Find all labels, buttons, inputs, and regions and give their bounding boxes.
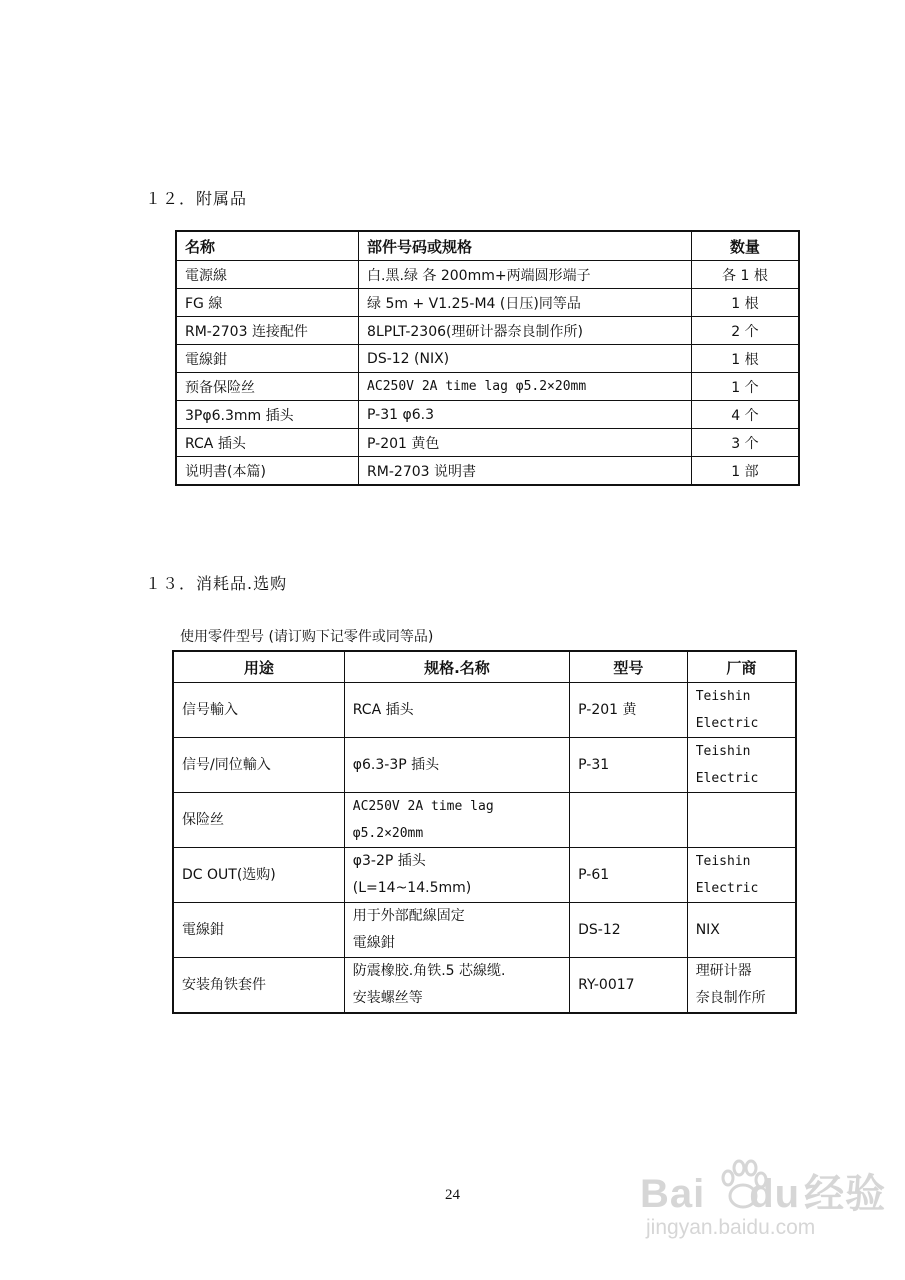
cell-qty: 各 1 根 (691, 261, 799, 289)
cell-use: 安装角铁套件 (173, 958, 344, 1014)
cell-spec: AC250V 2A time lag φ5.2×20mm (359, 373, 692, 401)
table-header-row (176, 231, 799, 261)
cell-model: P-61 (570, 848, 688, 903)
table-row (176, 373, 799, 401)
cell-maker (687, 793, 796, 848)
maker-line-1: Teishin (695, 854, 751, 869)
parts-note: 使用零件型号 (请订购下记零件或同等品) (180, 629, 434, 645)
cell-spec: 8LPLT-2306(理研计器奈良制作所) (359, 317, 692, 345)
baidu-watermark (640, 1150, 890, 1250)
maker-line-1: Teishin (695, 689, 751, 704)
cell-spec: DS-12 (NIX) (359, 345, 692, 373)
cell-use: DC OUT(选购) (173, 848, 344, 903)
cell-qty: 3 个 (691, 429, 799, 457)
consumables-table (172, 650, 797, 1014)
cell-qty: 2 个 (691, 317, 799, 345)
column-header-spec: 规格.名称 (344, 651, 569, 683)
section-13-heading: １３．消耗品.选购 (145, 574, 288, 593)
cell-use: 信号輸入 (173, 683, 344, 738)
cell-qty: 1 个 (691, 373, 799, 401)
spec-line-1: 防震橡胶.角铁.5 芯線缆. (352, 963, 506, 979)
accessories-table (175, 230, 800, 486)
cell-model: DS-12 (570, 903, 688, 958)
cell-model: P-31 (570, 738, 688, 793)
cell-maker (687, 683, 796, 738)
spec-line-1: RCA 插头 (352, 701, 414, 718)
cell-name: 说明書(本篇) (176, 457, 359, 486)
cell-name: 预备保险丝 (176, 373, 359, 401)
maker-line-1: 理研计器 (695, 963, 752, 979)
column-header-name: 名称 (176, 231, 359, 261)
table-row (173, 683, 796, 738)
cell-spec (344, 903, 569, 958)
cell-qty: 1 部 (691, 457, 799, 486)
cell-use: 保险丝 (173, 793, 344, 848)
cell-maker (687, 848, 796, 903)
spec-line-2: 電線鉗 (352, 935, 395, 951)
maker-line-2: Electric (695, 771, 759, 786)
watermark-logo: Bai du 经验 (640, 1172, 887, 1216)
cell-model: P-201 黄 (570, 683, 688, 738)
table-row (176, 429, 799, 457)
table-row (176, 457, 799, 486)
cell-name: RCA 插头 (176, 429, 359, 457)
cell-qty: 1 根 (691, 289, 799, 317)
table-row (176, 261, 799, 289)
table-row (173, 793, 796, 848)
table-row (176, 289, 799, 317)
cell-spec: 绿 5m + V1.25-M4 (日压)同等品 (359, 289, 692, 317)
cell-spec: 白.黑.绿 各 200mm+两端圆形端子 (359, 261, 692, 289)
column-header-maker: 厂商 (687, 651, 796, 683)
watermark-url: jingyan.baidu.com (646, 1216, 816, 1239)
table-row (173, 738, 796, 793)
column-header-qty: 数量 (691, 231, 799, 261)
cell-use: 電線鉗 (173, 903, 344, 958)
cell-maker (687, 738, 796, 793)
column-header-use: 用途 (173, 651, 344, 683)
page-number: 24 (445, 1187, 460, 1203)
table-row (173, 958, 796, 1014)
cell-qty: 4 个 (691, 401, 799, 429)
paw-icon (714, 1156, 772, 1214)
column-header-model: 型号 (570, 651, 688, 683)
maker-line-2: Electric (695, 716, 759, 731)
column-header-spec: 部件号码或规格 (359, 231, 692, 261)
table-row (176, 345, 799, 373)
cell-use: 信号/同位輸入 (173, 738, 344, 793)
cell-spec: P-201 黄色 (359, 429, 692, 457)
maker-line-2: 奈良制作所 (695, 990, 766, 1006)
cell-spec (344, 793, 569, 848)
table-header-row (173, 651, 796, 683)
cell-name: 3Pφ6.3mm 插头 (176, 401, 359, 429)
maker-line-2: Electric (695, 881, 759, 896)
maker-line-1: NIX (695, 921, 720, 938)
table-row (176, 317, 799, 345)
cell-spec (344, 958, 569, 1014)
cell-maker (687, 903, 796, 958)
section-12-heading: １２．附属品 (145, 189, 248, 208)
cell-name: RM-2703 连接配件 (176, 317, 359, 345)
spec-line-2: (L=14~14.5mm) (352, 880, 472, 896)
cell-model (570, 793, 688, 848)
cell-spec (344, 738, 569, 793)
spec-line-2: 安装螺丝等 (352, 990, 423, 1006)
table-row (173, 848, 796, 903)
cell-spec (344, 848, 569, 903)
table-row (176, 401, 799, 429)
table-row (173, 903, 796, 958)
cell-qty: 1 根 (691, 345, 799, 373)
cell-spec: RM-2703 说明書 (359, 457, 692, 486)
spec-line-1: 用于外部配線固定 (352, 908, 465, 924)
cell-name: FG 線 (176, 289, 359, 317)
cell-model: RY-0017 (570, 958, 688, 1014)
cell-maker (687, 958, 796, 1014)
maker-line-1: Teishin (695, 744, 751, 759)
spec-line-2: φ5.2×20mm (352, 826, 424, 841)
spec-line-1: φ3-2P 插头 (352, 853, 426, 869)
cell-name: 電源線 (176, 261, 359, 289)
spec-line-1: φ6.3-3P 插头 (352, 756, 440, 773)
cell-spec: P-31 φ6.3 (359, 401, 692, 429)
cell-name: 電線鉗 (176, 345, 359, 373)
cell-spec (344, 683, 569, 738)
spec-line-1: AC250V 2A time lag (352, 799, 494, 814)
